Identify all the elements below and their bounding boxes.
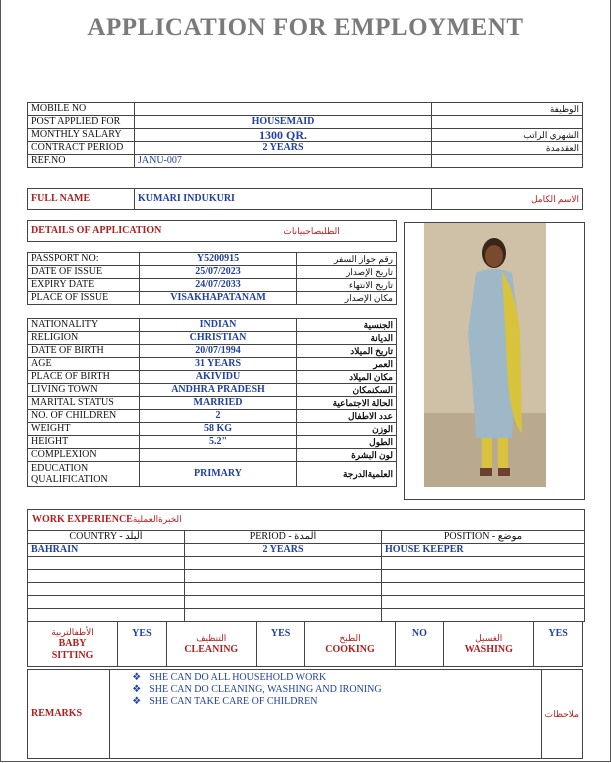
personal-row-label: WEIGHT [28,423,140,436]
skill-value: NO [395,622,444,667]
personal-row-ar: الجنسية [297,319,397,332]
work-period [185,609,382,622]
passport-row-value: VISAKHAPATANAM [140,292,297,305]
work-row [28,544,585,557]
passport-row-label: PLACE OF ISSUE [28,292,140,305]
bullet-icon: ❖ [132,696,142,707]
fullname-value: KUMARI INDUKURI [135,189,432,210]
personal-row [28,332,397,345]
passport-row [28,266,397,279]
fullname-label: FULL NAME [28,189,135,210]
passport-row-label: PASSPORT NO: [28,253,140,266]
passport-table [27,252,397,305]
passport-row-ar: تاريخ الإصدار [297,266,397,279]
salary-label: MONTHLY SALARY [28,129,135,142]
personal-row [28,358,397,371]
personal-row-label: DATE OF BIRTH [28,345,140,358]
work-row [28,609,585,622]
mobile-label: MOBILE NO [28,103,135,116]
details-ar: الطلبصاحبيانات [280,221,396,242]
fullname-ar: الاسم الكامل [432,189,583,210]
education-label: EDUCATION QUALIFICATION [28,462,140,487]
skill-value: YES [534,622,583,667]
remarks-label: REMARKS [28,670,110,759]
work-row [28,583,585,596]
skill-name: الأطفالتربية BABY SITTING [28,622,118,667]
work-country: BAHRAIN [28,544,185,557]
applicant-figure [424,223,546,487]
work-row [28,570,585,583]
mobile-value [135,103,432,116]
personal-row [28,371,397,384]
work-country [28,609,185,622]
skill-name: التنظيف CLEANING [166,622,256,667]
work-country [28,570,185,583]
remarks-list [132,672,537,708]
personal-row-value: CHRISTIAN [140,332,297,345]
personal-row-ar: الوزن [297,423,397,436]
personal-row-label: NO. OF CHILDREN [28,410,140,423]
passport-row-label: DATE OF ISSUE [28,266,140,279]
details-label: DETAILS OF APPLICATION [28,221,281,242]
work-position: HOUSE KEEPER [382,544,585,557]
personal-row-ar: الديانة [297,332,397,345]
bullet-icon: ❖ [132,672,142,683]
passport-row-ar: تاريخ الانتهاء [297,279,397,292]
post-value: HOUSEMAID [135,116,432,129]
work-period: 2 YEARS [185,544,382,557]
personal-row-ar: تاريخ الميلاد [297,345,397,358]
personal-row [28,345,397,358]
work-row [28,596,585,609]
personal-row-label: RELIGION [28,332,140,345]
skill-value: YES [118,622,167,667]
passport-row [28,253,397,266]
personal-row [28,384,397,397]
contract-label: CONTRACT PERIOD [28,142,135,155]
personal-row [28,397,397,410]
work-position [382,570,585,583]
contract-ar: العقدمدة [432,142,583,155]
personal-row-ar: لون البشرة [297,449,397,462]
work-period [185,596,382,609]
work-position [382,583,585,596]
personal-row-label: MARITAL STATUS [28,397,140,410]
personal-row-ar: السكنمكان [297,384,397,397]
salary-value: 1300 QR. [135,129,432,142]
personal-row [28,449,397,462]
passport-row-value: 25/07/2023 [140,266,297,279]
fullname-table [27,188,583,210]
personal-row-value: 5.2" [140,436,297,449]
post-ar: الوظيفة [432,103,583,116]
position-header: POSITION - موضع [382,531,585,544]
personal-row-value: INDIAN [140,319,297,332]
passport-row [28,292,397,305]
work-position [382,609,585,622]
personal-row [28,436,397,449]
contract-value: 2 YEARS [135,142,432,155]
personal-row-value: MARRIED [140,397,297,410]
work-experience-label: WORK EXPERIENCEالخبرةالعملية [32,514,182,525]
remarks-content [110,670,541,759]
personal-row-value: 58 KG [140,423,297,436]
work-country [28,596,185,609]
personal-row-label: PLACE OF BIRTH [28,371,140,384]
work-country [28,557,185,570]
personal-row-label: COMPLEXION [28,449,140,462]
personal-row-value [140,449,297,462]
work-position [382,557,585,570]
personal-row [28,410,397,423]
top-info-table [27,102,583,168]
personal-row-ar: العمر [297,358,397,371]
skill-value: YES [256,622,305,667]
ref-label: REF.NO [28,155,135,168]
skill-name: الطبخ COOKING [305,622,395,667]
work-row [28,557,585,570]
personal-row-label: AGE [28,358,140,371]
ref-value: JANU-007 [135,155,432,168]
personal-row-value: AKIVIDU [140,371,297,384]
personal-row-label: HEIGHT [28,436,140,449]
personal-row [28,319,397,332]
passport-row-value: 24/07/2033 [140,279,297,292]
salary-ar: الشهري الراتب [432,129,583,142]
skills-table [27,621,583,667]
work-country [28,583,185,596]
work-position [382,596,585,609]
passport-row [28,279,397,292]
bullet-icon: ❖ [132,684,142,695]
personal-row-value: 20/07/1994 [140,345,297,358]
passport-row-ar: مكان الإصدار [297,292,397,305]
period-header: PERIOD - المدة [185,531,382,544]
personal-row-label: LIVING TOWN [28,384,140,397]
remarks-item: ❖ SHE CAN DO ALL HOUSEHOLD WORK [132,672,327,683]
personal-row-ar: الطول [297,436,397,449]
details-header [27,220,397,242]
remarks-item: ❖ SHE CAN TAKE CARE OF CHILDREN [132,696,318,707]
personal-row-value: 2 [140,410,297,423]
passport-row-value: Y5200915 [140,253,297,266]
education-value: PRIMARY [140,462,297,487]
education-ar: العلميةالدرجة [297,462,397,487]
personal-row-value: 31 YEARS [140,358,297,371]
remarks-item: ❖ SHE CAN DO CLEANING, WASHING AND IRONING [132,684,382,695]
remarks-ar: ملاحظات [541,670,582,759]
personal-row-value: ANDHRA PRADESH [140,384,297,397]
skill-name: الغسيل WASHING [444,622,534,667]
work-period [185,570,382,583]
personal-row [28,423,397,436]
passport-row-label: EXPIRY DATE [28,279,140,292]
work-period [185,557,382,570]
work-table [27,530,585,622]
personal-row-ar: الحالة الاجتماعية [297,397,397,410]
personal-row-ar: مكان الميلاد [297,371,397,384]
passport-row-ar: رقم جواز السفر [297,253,397,266]
personal-table [27,318,397,487]
applicant-photo [424,223,546,487]
remarks-table [27,669,583,759]
country-header: COUNTRY - البلد [28,531,185,544]
personal-row-label: NATIONALITY [28,319,140,332]
work-period [185,583,382,596]
page-title: APPLICATION FOR EMPLOYMENT [87,14,524,41]
post-label: POST APPLIED FOR [28,116,135,129]
personal-row-ar: عدد الاطفال [297,410,397,423]
